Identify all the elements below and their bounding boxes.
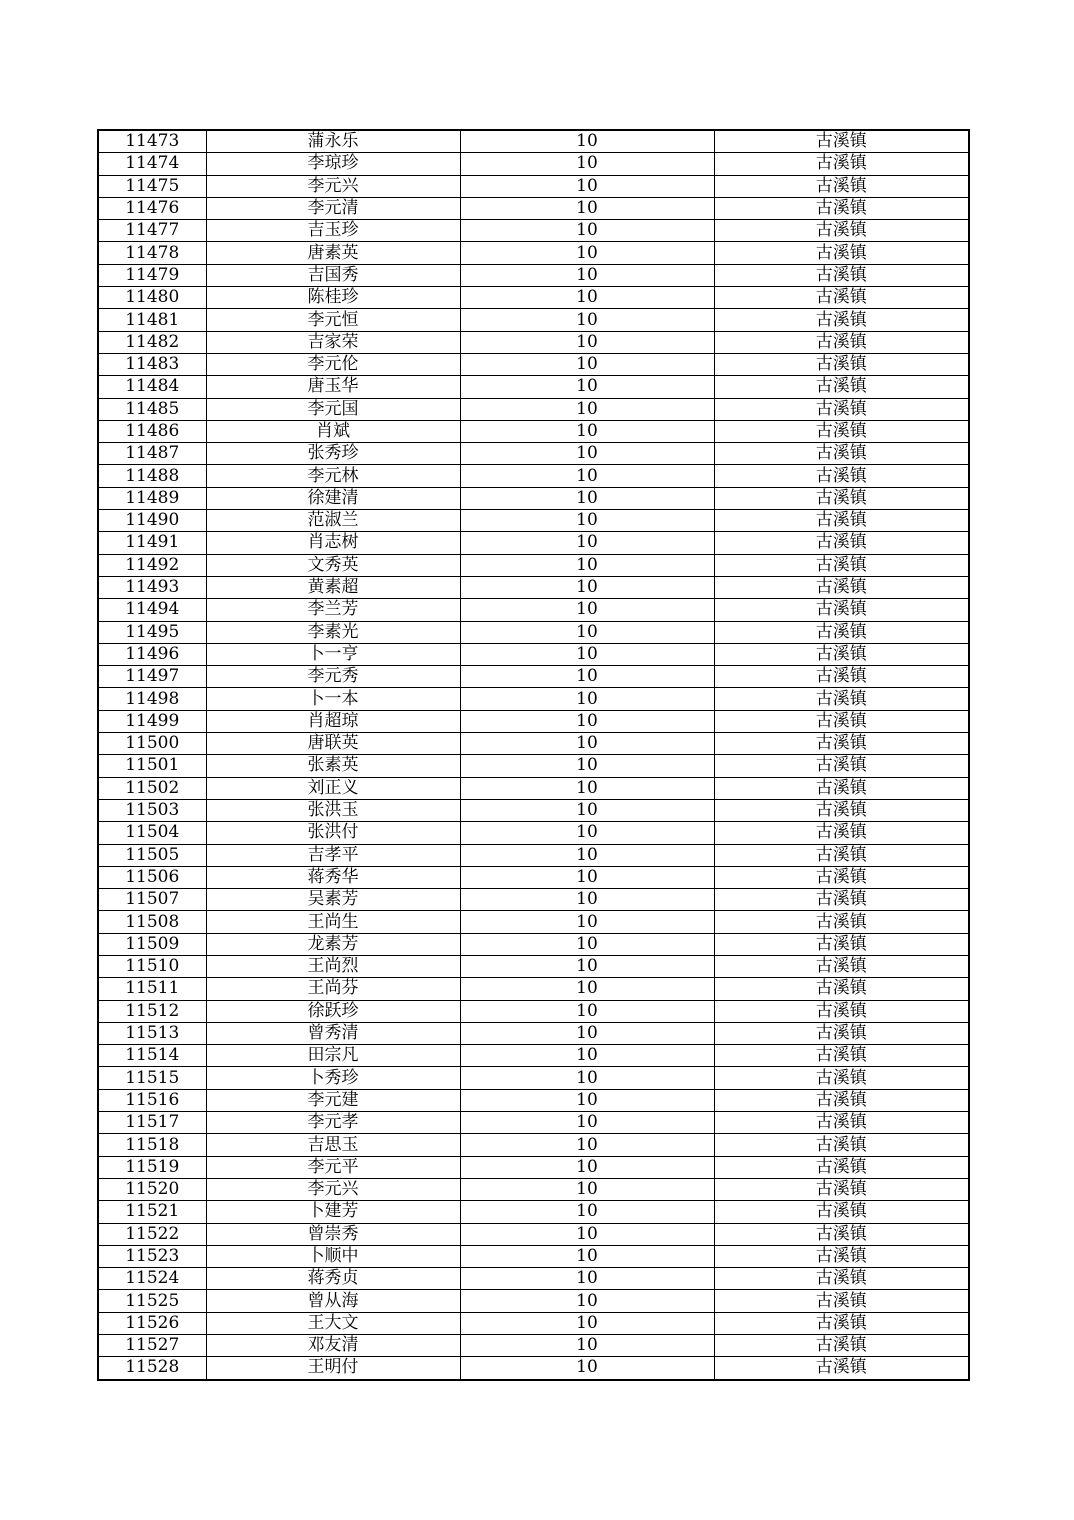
cell-id: 11498 <box>98 688 206 710</box>
cell-name: 曾从海 <box>206 1290 460 1312</box>
cell-town: 古溪镇 <box>714 287 969 309</box>
table-row <box>98 889 969 911</box>
cell-name: 张洪玉 <box>206 799 460 821</box>
cell-name: 黄素超 <box>206 576 460 598</box>
cell-id: 11516 <box>98 1089 206 1111</box>
cell-name: 肖斌 <box>206 420 460 442</box>
cell-town: 古溪镇 <box>714 1268 969 1290</box>
cell-id: 11511 <box>98 978 206 1000</box>
cell-town: 古溪镇 <box>714 175 969 197</box>
cell-amount: 10 <box>460 733 714 755</box>
cell-amount: 10 <box>460 487 714 509</box>
cell-name: 李元兴 <box>206 175 460 197</box>
cell-amount: 10 <box>460 1312 714 1334</box>
cell-amount: 10 <box>460 1335 714 1357</box>
cell-id: 11494 <box>98 599 206 621</box>
cell-amount: 10 <box>460 197 714 219</box>
cell-name: 曾崇秀 <box>206 1223 460 1245</box>
cell-name: 蒲永乐 <box>206 130 460 153</box>
cell-town: 古溪镇 <box>714 755 969 777</box>
cell-id: 11519 <box>98 1156 206 1178</box>
table-row <box>98 1112 969 1134</box>
cell-id: 11499 <box>98 710 206 732</box>
cell-amount: 10 <box>460 710 714 732</box>
cell-town: 古溪镇 <box>714 153 969 175</box>
cell-town: 古溪镇 <box>714 822 969 844</box>
cell-town: 古溪镇 <box>714 510 969 532</box>
cell-amount: 10 <box>460 1045 714 1067</box>
cell-amount: 10 <box>460 1357 714 1380</box>
cell-town: 古溪镇 <box>714 242 969 264</box>
cell-name: 王尚烈 <box>206 955 460 977</box>
cell-amount: 10 <box>460 621 714 643</box>
cell-name: 吉孝平 <box>206 844 460 866</box>
table-row <box>98 733 969 755</box>
table-row <box>98 197 969 219</box>
cell-id: 11485 <box>98 398 206 420</box>
cell-name: 李元秀 <box>206 666 460 688</box>
table-row <box>98 353 969 375</box>
table-row <box>98 866 969 888</box>
cell-amount: 10 <box>460 153 714 175</box>
cell-name: 李琼珍 <box>206 153 460 175</box>
cell-id: 11491 <box>98 532 206 554</box>
cell-name: 邓友清 <box>206 1335 460 1357</box>
cell-town: 古溪镇 <box>714 130 969 153</box>
cell-amount: 10 <box>460 599 714 621</box>
cell-name: 吴素芳 <box>206 889 460 911</box>
table-row <box>98 1134 969 1156</box>
cell-town: 古溪镇 <box>714 1134 969 1156</box>
cell-amount: 10 <box>460 1290 714 1312</box>
cell-town: 古溪镇 <box>714 844 969 866</box>
cell-id: 11515 <box>98 1067 206 1089</box>
cell-amount: 10 <box>460 1134 714 1156</box>
cell-id: 11521 <box>98 1201 206 1223</box>
cell-id: 11501 <box>98 755 206 777</box>
cell-id: 11512 <box>98 1000 206 1022</box>
cell-amount: 10 <box>460 331 714 353</box>
cell-amount: 10 <box>460 376 714 398</box>
cell-id: 11527 <box>98 1335 206 1357</box>
cell-name: 唐玉华 <box>206 376 460 398</box>
cell-town: 古溪镇 <box>714 933 969 955</box>
cell-name: 张素英 <box>206 755 460 777</box>
cell-amount: 10 <box>460 1245 714 1267</box>
cell-name: 吉国秀 <box>206 264 460 286</box>
table-row <box>98 376 969 398</box>
cell-amount: 10 <box>460 866 714 888</box>
cell-name: 张秀珍 <box>206 443 460 465</box>
cell-amount: 10 <box>460 643 714 665</box>
cell-amount: 10 <box>460 777 714 799</box>
table-row <box>98 1156 969 1178</box>
table-row <box>98 1357 969 1380</box>
cell-name: 李元平 <box>206 1156 460 1178</box>
cell-id: 11500 <box>98 733 206 755</box>
cell-name: 卜顺中 <box>206 1245 460 1267</box>
table-row <box>98 1000 969 1022</box>
cell-town: 古溪镇 <box>714 264 969 286</box>
cell-town: 古溪镇 <box>714 1000 969 1022</box>
cell-town: 古溪镇 <box>714 1089 969 1111</box>
cell-id: 11496 <box>98 643 206 665</box>
cell-amount: 10 <box>460 175 714 197</box>
cell-amount: 10 <box>460 443 714 465</box>
cell-town: 古溪镇 <box>714 955 969 977</box>
table-row <box>98 1201 969 1223</box>
table-row <box>98 1178 969 1200</box>
cell-amount: 10 <box>460 1089 714 1111</box>
cell-town: 古溪镇 <box>714 487 969 509</box>
cell-amount: 10 <box>460 1156 714 1178</box>
cell-amount: 10 <box>460 576 714 598</box>
cell-town: 古溪镇 <box>714 733 969 755</box>
cell-id: 11506 <box>98 866 206 888</box>
table-row <box>98 1312 969 1334</box>
cell-id: 11514 <box>98 1045 206 1067</box>
cell-amount: 10 <box>460 822 714 844</box>
cell-id: 11480 <box>98 287 206 309</box>
cell-town: 古溪镇 <box>714 398 969 420</box>
cell-town: 古溪镇 <box>714 621 969 643</box>
cell-name: 王大文 <box>206 1312 460 1334</box>
cell-amount: 10 <box>460 1000 714 1022</box>
cell-id: 11493 <box>98 576 206 598</box>
cell-town: 古溪镇 <box>714 1112 969 1134</box>
table-row <box>98 822 969 844</box>
cell-amount: 10 <box>460 911 714 933</box>
cell-town: 古溪镇 <box>714 420 969 442</box>
cell-amount: 10 <box>460 688 714 710</box>
cell-amount: 10 <box>460 978 714 1000</box>
cell-id: 11505 <box>98 844 206 866</box>
cell-id: 11495 <box>98 621 206 643</box>
table-row <box>98 153 969 175</box>
cell-id: 11484 <box>98 376 206 398</box>
table-row <box>98 1335 969 1357</box>
cell-id: 11474 <box>98 153 206 175</box>
cell-id: 11487 <box>98 443 206 465</box>
cell-id: 11523 <box>98 1245 206 1267</box>
cell-amount: 10 <box>460 287 714 309</box>
cell-town: 古溪镇 <box>714 710 969 732</box>
cell-town: 古溪镇 <box>714 1022 969 1044</box>
cell-amount: 10 <box>460 309 714 331</box>
table-row <box>98 710 969 732</box>
table-row <box>98 955 969 977</box>
cell-town: 古溪镇 <box>714 1357 969 1380</box>
cell-town: 古溪镇 <box>714 309 969 331</box>
cell-name: 李元清 <box>206 197 460 219</box>
table-row <box>98 1290 969 1312</box>
cell-id: 11476 <box>98 197 206 219</box>
cell-town: 古溪镇 <box>714 197 969 219</box>
cell-id: 11481 <box>98 309 206 331</box>
cell-name: 蒋秀贞 <box>206 1268 460 1290</box>
cell-amount: 10 <box>460 398 714 420</box>
cell-amount: 10 <box>460 1067 714 1089</box>
cell-town: 古溪镇 <box>714 1178 969 1200</box>
table-row <box>98 487 969 509</box>
table-row <box>98 755 969 777</box>
table-row <box>98 554 969 576</box>
cell-id: 11483 <box>98 353 206 375</box>
cell-town: 古溪镇 <box>714 688 969 710</box>
cell-id: 11503 <box>98 799 206 821</box>
table-row <box>98 1022 969 1044</box>
table-row <box>98 264 969 286</box>
cell-amount: 10 <box>460 1022 714 1044</box>
cell-name: 陈桂珍 <box>206 287 460 309</box>
table-row <box>98 643 969 665</box>
table-row <box>98 220 969 242</box>
table-row <box>98 1045 969 1067</box>
cell-town: 古溪镇 <box>714 643 969 665</box>
cell-id: 11502 <box>98 777 206 799</box>
cell-amount: 10 <box>460 1201 714 1223</box>
table-row <box>98 1268 969 1290</box>
cell-id: 11507 <box>98 889 206 911</box>
cell-town: 古溪镇 <box>714 554 969 576</box>
cell-amount: 10 <box>460 510 714 532</box>
cell-id: 11504 <box>98 822 206 844</box>
table-row <box>98 398 969 420</box>
cell-town: 古溪镇 <box>714 1156 969 1178</box>
cell-town: 古溪镇 <box>714 1245 969 1267</box>
cell-amount: 10 <box>460 532 714 554</box>
table-row <box>98 420 969 442</box>
cell-amount: 10 <box>460 353 714 375</box>
cell-town: 古溪镇 <box>714 576 969 598</box>
cell-id: 11517 <box>98 1112 206 1134</box>
cell-town: 古溪镇 <box>714 353 969 375</box>
table-row <box>98 621 969 643</box>
cell-amount: 10 <box>460 1268 714 1290</box>
data-table <box>97 129 970 1381</box>
cell-id: 11482 <box>98 331 206 353</box>
cell-amount: 10 <box>460 933 714 955</box>
cell-name: 李元恒 <box>206 309 460 331</box>
cell-town: 古溪镇 <box>714 1067 969 1089</box>
cell-name: 吉玉珍 <box>206 220 460 242</box>
cell-amount: 10 <box>460 220 714 242</box>
table-row <box>98 777 969 799</box>
cell-name: 刘正义 <box>206 777 460 799</box>
cell-amount: 10 <box>460 554 714 576</box>
cell-town: 古溪镇 <box>714 465 969 487</box>
cell-name: 唐素英 <box>206 242 460 264</box>
cell-town: 古溪镇 <box>714 777 969 799</box>
table-row <box>98 978 969 1000</box>
cell-id: 11509 <box>98 933 206 955</box>
cell-id: 11490 <box>98 510 206 532</box>
cell-town: 古溪镇 <box>714 1335 969 1357</box>
cell-name: 吉家荣 <box>206 331 460 353</box>
cell-amount: 10 <box>460 889 714 911</box>
cell-name: 吉思玉 <box>206 1134 460 1156</box>
table-body <box>98 130 969 1380</box>
table-row <box>98 130 969 153</box>
cell-town: 古溪镇 <box>714 666 969 688</box>
table-row <box>98 443 969 465</box>
cell-id: 11489 <box>98 487 206 509</box>
cell-town: 古溪镇 <box>714 220 969 242</box>
cell-name: 王尚生 <box>206 911 460 933</box>
cell-id: 11508 <box>98 911 206 933</box>
cell-town: 古溪镇 <box>714 866 969 888</box>
cell-name: 李元伦 <box>206 353 460 375</box>
cell-name: 李素光 <box>206 621 460 643</box>
cell-name: 龙素芳 <box>206 933 460 955</box>
cell-id: 11486 <box>98 420 206 442</box>
cell-name: 卜一本 <box>206 688 460 710</box>
cell-id: 11522 <box>98 1223 206 1245</box>
cell-name: 李元国 <box>206 398 460 420</box>
table-row <box>98 532 969 554</box>
cell-name: 田宗凡 <box>206 1045 460 1067</box>
table-row <box>98 1089 969 1111</box>
cell-name: 李元林 <box>206 465 460 487</box>
cell-id: 11510 <box>98 955 206 977</box>
cell-amount: 10 <box>460 242 714 264</box>
cell-id: 11488 <box>98 465 206 487</box>
cell-id: 11525 <box>98 1290 206 1312</box>
cell-id: 11497 <box>98 666 206 688</box>
cell-town: 古溪镇 <box>714 1290 969 1312</box>
table-row <box>98 287 969 309</box>
cell-id: 11526 <box>98 1312 206 1334</box>
cell-id: 11475 <box>98 175 206 197</box>
cell-town: 古溪镇 <box>714 978 969 1000</box>
table-row <box>98 688 969 710</box>
cell-id: 11518 <box>98 1134 206 1156</box>
cell-id: 11528 <box>98 1357 206 1380</box>
cell-town: 古溪镇 <box>714 889 969 911</box>
table-row <box>98 331 969 353</box>
cell-amount: 10 <box>460 465 714 487</box>
cell-id: 11520 <box>98 1178 206 1200</box>
table-row <box>98 1067 969 1089</box>
cell-town: 古溪镇 <box>714 799 969 821</box>
cell-town: 古溪镇 <box>714 911 969 933</box>
cell-amount: 10 <box>460 1223 714 1245</box>
cell-amount: 10 <box>460 799 714 821</box>
cell-name: 唐联英 <box>206 733 460 755</box>
table-row <box>98 799 969 821</box>
table-row <box>98 309 969 331</box>
table-row <box>98 510 969 532</box>
cell-id: 11473 <box>98 130 206 153</box>
cell-town: 古溪镇 <box>714 331 969 353</box>
cell-amount: 10 <box>460 1178 714 1200</box>
cell-town: 古溪镇 <box>714 1312 969 1334</box>
table-row <box>98 844 969 866</box>
table-row <box>98 465 969 487</box>
cell-name: 李兰芳 <box>206 599 460 621</box>
cell-town: 古溪镇 <box>714 599 969 621</box>
cell-town: 古溪镇 <box>714 1223 969 1245</box>
cell-amount: 10 <box>460 955 714 977</box>
cell-id: 11479 <box>98 264 206 286</box>
table-row <box>98 1223 969 1245</box>
table-row <box>98 576 969 598</box>
table-row <box>98 911 969 933</box>
cell-name: 肖志树 <box>206 532 460 554</box>
cell-id: 11492 <box>98 554 206 576</box>
cell-id: 11513 <box>98 1022 206 1044</box>
cell-amount: 10 <box>460 1112 714 1134</box>
cell-amount: 10 <box>460 755 714 777</box>
cell-name: 曾秀清 <box>206 1022 460 1044</box>
cell-id: 11524 <box>98 1268 206 1290</box>
cell-name: 范淑兰 <box>206 510 460 532</box>
cell-name: 文秀英 <box>206 554 460 576</box>
cell-name: 李元建 <box>206 1089 460 1111</box>
cell-name: 肖超琼 <box>206 710 460 732</box>
cell-name: 徐建清 <box>206 487 460 509</box>
cell-name: 张洪付 <box>206 822 460 844</box>
cell-name: 李元兴 <box>206 1178 460 1200</box>
cell-town: 古溪镇 <box>714 443 969 465</box>
cell-amount: 10 <box>460 264 714 286</box>
cell-name: 蒋秀华 <box>206 866 460 888</box>
cell-name: 卜一亨 <box>206 643 460 665</box>
cell-name: 卜建芳 <box>206 1201 460 1223</box>
cell-id: 11477 <box>98 220 206 242</box>
cell-name: 李元孝 <box>206 1112 460 1134</box>
cell-town: 古溪镇 <box>714 532 969 554</box>
table-row <box>98 599 969 621</box>
cell-town: 古溪镇 <box>714 1201 969 1223</box>
cell-name: 王明付 <box>206 1357 460 1380</box>
cell-name: 徐跃珍 <box>206 1000 460 1022</box>
table-row <box>98 933 969 955</box>
table-row <box>98 242 969 264</box>
cell-id: 11478 <box>98 242 206 264</box>
cell-amount: 10 <box>460 666 714 688</box>
cell-amount: 10 <box>460 420 714 442</box>
cell-name: 王尚芬 <box>206 978 460 1000</box>
cell-amount: 10 <box>460 844 714 866</box>
table-row <box>98 666 969 688</box>
cell-town: 古溪镇 <box>714 1045 969 1067</box>
cell-name: 卜秀珍 <box>206 1067 460 1089</box>
table-row <box>98 1245 969 1267</box>
cell-amount: 10 <box>460 130 714 153</box>
table-row <box>98 175 969 197</box>
cell-town: 古溪镇 <box>714 376 969 398</box>
